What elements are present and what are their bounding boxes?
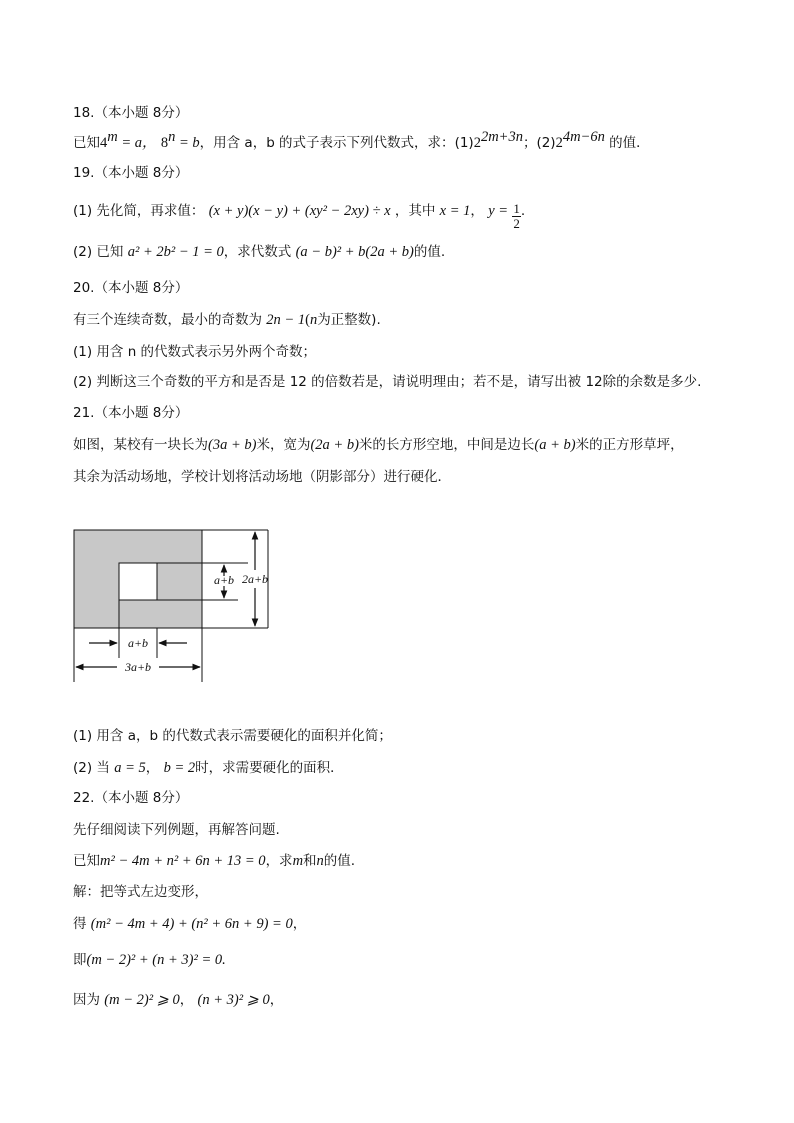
q19-p1-x: x = 1 (439, 203, 471, 219)
q20-intro-pre: 有三个连续奇数，最小的奇数为 (73, 312, 262, 328)
q18-eq2-base: 8 (160, 135, 169, 151)
q21-p2-post: 时，求需要硬化的面积． (195, 760, 344, 776)
q22-sol2-pre: 得 (73, 916, 87, 932)
q19-p1-sep: ， (470, 203, 484, 219)
q19-p2-end: 的值. (413, 244, 446, 260)
q19-header: 19.（本小题 8分） (73, 165, 189, 181)
q22-sol4-sep: ， (179, 992, 194, 1008)
q18-eq1-base: 4 (100, 135, 108, 151)
q22-solution-3 (73, 950, 226, 970)
q22-given-m: m (292, 853, 304, 869)
q21-l1-e2: (2a + b) (310, 437, 359, 453)
label-outer-horizontal: 3a+b (124, 660, 152, 674)
q19-p1-expr: (x + y)(x − y) + (xy² − 2xy) ÷ x (208, 203, 391, 219)
q19-p1-y: y = (488, 203, 509, 219)
q19-p1-pre: (1) 先化简，再求值： (73, 203, 205, 219)
q21-l1-a: 如图，某校有一块长为 (73, 437, 208, 453)
q22-sol4-pre: 因为 (73, 992, 100, 1008)
q21-figure (73, 528, 273, 684)
q19-fraction (512, 202, 521, 231)
q22-given-mid: ，求 (265, 853, 293, 869)
q22-solution-1: 解：把等式左边变形， (73, 884, 208, 900)
q19-part1 (73, 201, 525, 231)
q21-l1-b: 米，宽为 (256, 437, 311, 453)
q22-sol4-end: ， (269, 992, 284, 1008)
q18-eq1-rhs: = a， (117, 135, 157, 151)
q18-part-sep: ； (522, 135, 537, 151)
q19-p1-end: . (520, 203, 526, 219)
q21-line1 (73, 435, 684, 455)
q18-part1-base: 2 (473, 135, 481, 151)
q22-solution-4 (73, 990, 283, 1010)
q18-part1-exp: 2m+3n (480, 129, 523, 145)
q21-p2-a: a = 5 (114, 760, 146, 776)
q21-part1: (1) 用含 a，b 的代数式表示需要硬化的面积并化简； (73, 728, 392, 744)
q18-part1-label: (1) (454, 135, 474, 151)
q18-text-pre: 已知 (73, 135, 100, 151)
q22-solution-2 (73, 914, 306, 934)
q22-sol3-pre: 即 (73, 952, 87, 968)
q20-part2: (2) 判断这三个奇数的平方和是否是 12 的倍数若是，请说明理由；若不是，请写出被 12除的余数是多少. (73, 374, 702, 390)
q22-header: 22.（本小题 8分） (73, 790, 189, 806)
q22-sol2-end: ， (292, 916, 307, 932)
q22-given-pre: 已知 (73, 853, 100, 869)
label-inner-vertical: a+b (213, 573, 235, 587)
q21-line2: 其余为活动场地，学校计划将活动场地（阴影部分）进行硬化． (73, 469, 451, 485)
q20-intro-post: 为正整数). (317, 312, 381, 328)
q21-l1-e1: (3a + b) (208, 437, 257, 453)
label-inner-horizontal: a+b (127, 636, 149, 650)
q18-part2-label: (2) (536, 135, 556, 151)
q20-intro-n: n (309, 312, 318, 328)
q21-l1-d: 米的正方形草坪， (575, 437, 684, 453)
q18-header: 18.（本小题 8分） (73, 105, 189, 121)
q20-intro (73, 310, 381, 330)
q22-given-and: 和 (303, 853, 317, 869)
q18-tail: 的值． (604, 135, 650, 151)
q19-p2-cond: a² + 2b² − 1 = 0 (127, 244, 224, 260)
q21-l1-e3: (a + b) (534, 437, 576, 453)
q21-l1-c: 米的长方形空地，中间是边长 (358, 437, 535, 453)
q18-text-mid: ，用含 a，b 的式子表示下列代数式，求： (199, 135, 455, 151)
q22-given-end: 的值. (323, 853, 356, 869)
q19-p2-pre: (2) 已知 (73, 244, 124, 260)
q22-given-n: n (316, 853, 324, 869)
q21-p2-sep: ， (145, 760, 160, 776)
label-outer-vertical: 2a+b (241, 572, 269, 586)
q21-p2-pre: (2) 当 (73, 760, 110, 776)
q18-eq2-rhs: = b (175, 135, 200, 151)
q22-sol2-expr: (m² − 4m + 4) + (n² + 6n + 9) = 0 (90, 916, 293, 932)
q18-part2-exp: 4m−6n (562, 129, 605, 145)
q19-frac-den: 2 (513, 216, 520, 231)
q20-intro-expr: 2n − 1 (266, 312, 306, 328)
q21-header: 21.（本小题 8分） (73, 405, 189, 421)
q22-sol4-e1: (m − 2)² ⩾ 0 (104, 992, 180, 1008)
lawn-square (119, 563, 157, 600)
q22-given-expr: m² − 4m + n² + 6n + 13 = 0 (100, 853, 266, 869)
q18-eq1-exp: m (107, 129, 118, 145)
q19-p1-mid: ，其中 (394, 203, 436, 219)
q19-frac-num: 1 (513, 201, 520, 216)
q22-sol3-expr: (m − 2)² + (n + 3)² = 0. (86, 952, 226, 968)
q19-part2 (73, 242, 445, 262)
q18-statement (73, 129, 650, 153)
q20-paren-open: ( (305, 312, 310, 328)
q22-sol4-e2: (n + 3)² ⩾ 0 (197, 992, 270, 1008)
q19-p2-mid: ，求代数式 (223, 244, 292, 260)
q21-part2 (73, 758, 344, 778)
q22-given (73, 851, 355, 871)
q18-part2-base: 2 (555, 135, 563, 151)
q20-header: 20.（本小题 8分） (73, 280, 189, 296)
q19-p2-expr: (a − b)² + b(2a + b) (295, 244, 414, 260)
q21-p2-b: b = 2 (163, 760, 196, 776)
q20-part1: (1) 用含 n 的代数式表示另外两个奇数； (73, 344, 317, 360)
q18-eq2-exp: n (168, 129, 176, 145)
q22-intro: 先仔细阅读下列例题，再解答问题. (73, 822, 280, 838)
